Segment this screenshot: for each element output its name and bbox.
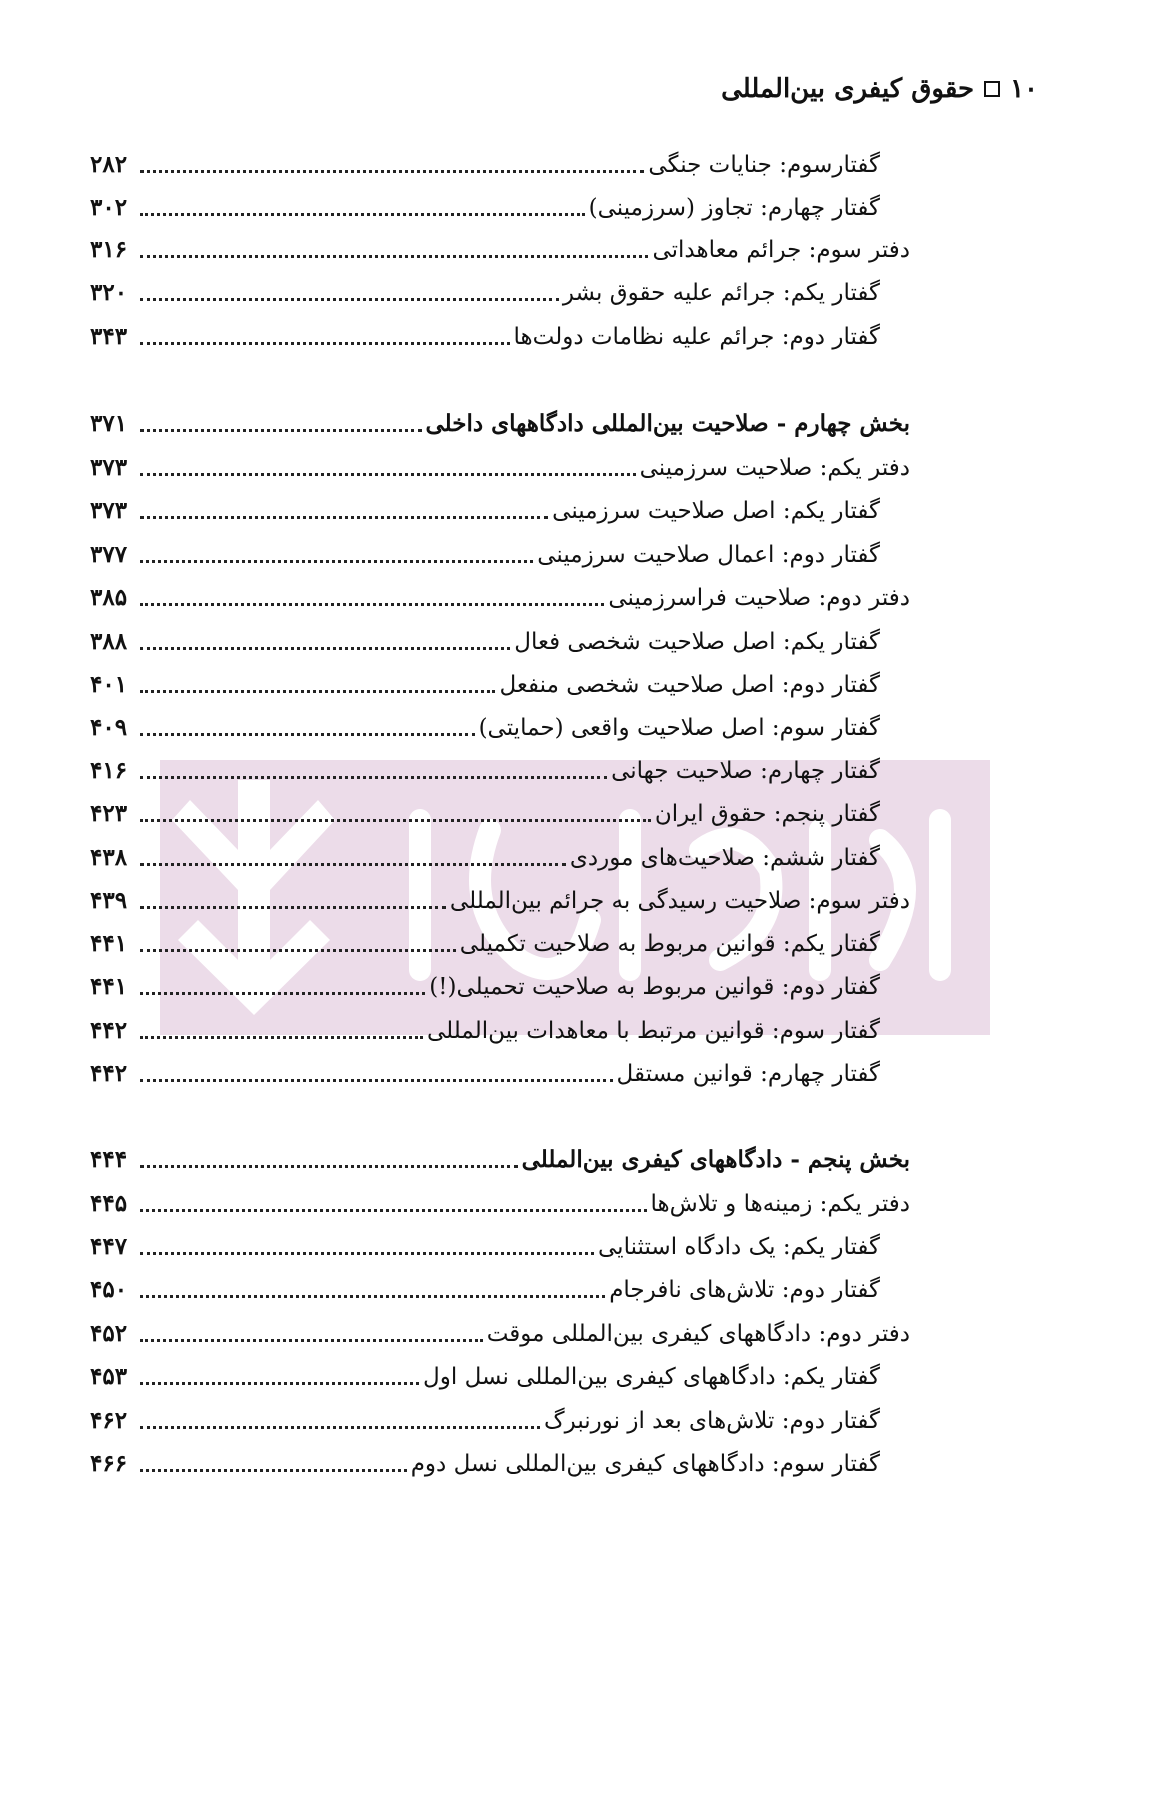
dot-leader <box>140 1426 540 1429</box>
toc-entry-title: گفتار دوم: اصل صلاحیت شخصی منفعل <box>499 672 880 698</box>
toc-entry-title: گفتار سوم: دادگاههای کیفری بین‌المللی نسل دوم <box>410 1451 880 1477</box>
dot-leader <box>140 1165 518 1168</box>
toc-entry[interactable] <box>90 1049 880 1089</box>
toc-entry[interactable] <box>90 1309 910 1349</box>
toc-entry-page-number: ۴۵۲ <box>90 1320 128 1347</box>
toc-entry-title: گفتارسوم: جنایات جنگی <box>648 152 880 178</box>
toc-entry-title: گفتار یکم: اصل صلاحیت شخصی فعال <box>514 629 880 655</box>
toc-entry-page-number: ۴۲۳ <box>90 800 128 827</box>
toc-entry-title: گفتار یکم: قوانین مربوط به صلاحیت تکمیلی <box>459 931 880 957</box>
toc-entry-page-number: ۳۰۲ <box>90 194 128 221</box>
toc-entry-page-number: ۳۷۳ <box>90 454 128 481</box>
toc-entry-page-number: ۴۳۸ <box>90 844 128 871</box>
toc-entry[interactable] <box>90 183 880 223</box>
toc-entry[interactable] <box>90 530 880 570</box>
toc-entry-title: گفتار دوم: جرائم علیه نظامات دولت‌ها <box>513 324 880 350</box>
toc-entry[interactable] <box>90 1265 880 1305</box>
square-outline-icon <box>984 81 1000 97</box>
dot-leader <box>140 170 644 173</box>
dot-leader <box>140 429 422 432</box>
toc-entry[interactable] <box>90 1179 910 1219</box>
dot-leader <box>140 342 510 345</box>
dot-leader <box>140 992 425 995</box>
dot-leader <box>140 1079 613 1082</box>
dot-leader <box>140 647 510 650</box>
toc-entry-title: گفتار یکم: یک دادگاه استثنایی <box>598 1234 880 1260</box>
toc-entry[interactable] <box>90 312 880 352</box>
toc-entry-title: گفتار چهارم: قوانین مستقل <box>616 1061 880 1087</box>
toc-entry-title: گفتار پنجم: حقوق ایران <box>654 801 880 827</box>
toc-entry-page-number: ۴۵۳ <box>90 1363 128 1390</box>
toc-entry[interactable] <box>90 833 880 873</box>
toc-entry-title: دفتر یکم: زمینه‌ها و تلاش‌ها <box>650 1191 910 1217</box>
toc-entry[interactable] <box>90 617 880 657</box>
dot-leader <box>140 1469 407 1472</box>
toc-entry-page-number: ۴۱۶ <box>90 757 128 784</box>
toc-entry[interactable] <box>90 399 910 439</box>
toc-entry-title: گفتار دوم: قوانین مربوط به صلاحیت تحمیلی(!) <box>429 974 880 1000</box>
toc-entry[interactable] <box>90 1352 880 1392</box>
toc-entry[interactable] <box>90 443 910 483</box>
toc-entry[interactable] <box>90 268 880 308</box>
page-number: ۱۰ <box>1010 74 1038 104</box>
toc-entry-page-number: ۳۱۶ <box>90 236 128 263</box>
dot-leader <box>140 1295 605 1298</box>
toc-entry-page-number: ۴۴۷ <box>90 1233 128 1260</box>
toc-entry-title: بخش پنجم - دادگاههای کیفری بین‌المللی <box>521 1146 910 1173</box>
toc-entry[interactable] <box>90 140 880 180</box>
dot-leader <box>140 516 548 519</box>
toc-entry-page-number: ۴۴۲ <box>90 1017 128 1044</box>
toc-entry[interactable] <box>90 1396 880 1436</box>
toc-entry[interactable] <box>90 746 880 786</box>
toc-entry-page-number: ۳۲۰ <box>90 279 128 306</box>
dot-leader <box>140 1382 419 1385</box>
toc-entry-page-number: ۴۴۲ <box>90 1060 128 1087</box>
toc-entry-page-number: ۴۳۹ <box>90 887 128 914</box>
toc-entry-title: دفتر دوم: صلاحیت فراسرزمینی <box>608 585 910 611</box>
toc-entry-page-number: ۴۴۱ <box>90 930 128 957</box>
toc-entry[interactable] <box>90 486 880 526</box>
dot-leader <box>140 690 495 693</box>
dot-leader <box>140 560 533 563</box>
toc-entry-title: گفتار دوم: اعمال صلاحیت سرزمینی <box>537 542 880 568</box>
toc-entry-page-number: ۴۰۹ <box>90 714 128 741</box>
toc-entry[interactable] <box>90 1006 880 1046</box>
toc-entry-page-number: ۳۷۱ <box>90 410 128 437</box>
dot-leader <box>140 473 636 476</box>
dot-leader <box>140 213 585 216</box>
toc-entry[interactable] <box>90 225 910 265</box>
toc-entry-page-number: ۴۰۱ <box>90 671 128 698</box>
toc-entry-title: گفتار دوم: تلاش‌های نافرجام <box>609 1277 880 1303</box>
toc-entry-title: گفتار سوم: اصل صلاحیت واقعی (حمایتی) <box>478 715 880 741</box>
toc-entry-title: گفتار ششم: صلاحیت‌های موردی <box>569 845 880 871</box>
toc-entry-page-number: ۲۸۲ <box>90 151 128 178</box>
toc-entry-page-number: ۴۶۶ <box>90 1450 128 1477</box>
dot-leader <box>140 1339 483 1342</box>
toc-entry[interactable] <box>90 919 880 959</box>
toc-entry-page-number: ۳۷۳ <box>90 497 128 524</box>
dot-leader <box>140 1036 423 1039</box>
dot-leader <box>140 949 456 952</box>
toc-entry-page-number: ۴۴۵ <box>90 1190 128 1217</box>
toc-entry-title: دفتر سوم: صلاحیت رسیدگی به جرائم بین‌المللی <box>449 888 910 914</box>
dot-leader <box>140 298 559 301</box>
toc-entry-title: دفتر دوم: دادگاههای کیفری بین‌المللی موقت <box>486 1321 910 1347</box>
toc-entry-title: گفتار چهارم: صلاحیت جهانی <box>611 758 880 784</box>
toc-entry-title: گفتار چهارم: تجاوز (سرزمینی) <box>588 195 880 221</box>
toc-entry-page-number: ۳۸۵ <box>90 584 128 611</box>
toc-entry-page-number: ۳۷۷ <box>90 541 128 568</box>
toc-entry-title: گفتار سوم: قوانین مرتبط با معاهدات بین‌المللی <box>427 1018 880 1044</box>
book-title: حقوق کیفری بین‌المللی <box>721 74 975 104</box>
toc-entry-title: بخش چهارم - صلاحیت بین‌المللی دادگاههای داخلی <box>425 410 910 437</box>
toc-entry-page-number: ۴۵۰ <box>90 1276 128 1303</box>
dot-leader <box>140 1209 647 1212</box>
toc-entry-title: گفتار دوم: تلاش‌های بعد از نورنبرگ <box>544 1408 880 1434</box>
dot-leader <box>140 819 651 822</box>
toc-entry[interactable] <box>90 1135 910 1175</box>
toc-entry-page-number: ۴۴۱ <box>90 973 128 1000</box>
toc-entry-page-number: ۳۴۳ <box>90 323 128 350</box>
toc-entry[interactable] <box>90 876 910 916</box>
toc-entry[interactable] <box>90 660 880 700</box>
toc-entry-title: گفتار یکم: اصل صلاحیت سرزمینی <box>552 498 880 524</box>
dot-leader <box>140 776 607 779</box>
dot-leader <box>140 603 604 606</box>
toc-entry[interactable] <box>90 573 910 613</box>
dot-leader <box>140 255 648 258</box>
toc-entry[interactable] <box>90 703 880 743</box>
toc-entry[interactable] <box>90 1222 880 1262</box>
toc-entry-title: دفتر یکم: صلاحیت سرزمینی <box>639 455 910 481</box>
dot-leader <box>140 733 475 736</box>
dot-leader <box>140 906 446 909</box>
toc-entry-page-number: ۳۸۸ <box>90 628 128 655</box>
dot-leader <box>140 1252 594 1255</box>
page-header <box>721 74 1038 104</box>
toc-entry-title: گفتار یکم: دادگاههای کیفری بین‌المللی نسل اول <box>423 1364 880 1390</box>
toc-entry[interactable] <box>90 789 880 829</box>
dot-leader <box>140 863 566 866</box>
toc-entry-title: گفتار یکم: جرائم علیه حقوق بشر <box>562 280 880 306</box>
toc-entry-page-number: ۴۴۴ <box>90 1146 128 1173</box>
toc-entry-page-number: ۴۶۲ <box>90 1407 128 1434</box>
toc-entry-title: دفتر سوم: جرائم معاهداتی <box>652 237 910 263</box>
toc-entry[interactable] <box>90 1439 880 1479</box>
toc-entry[interactable] <box>90 962 880 1002</box>
